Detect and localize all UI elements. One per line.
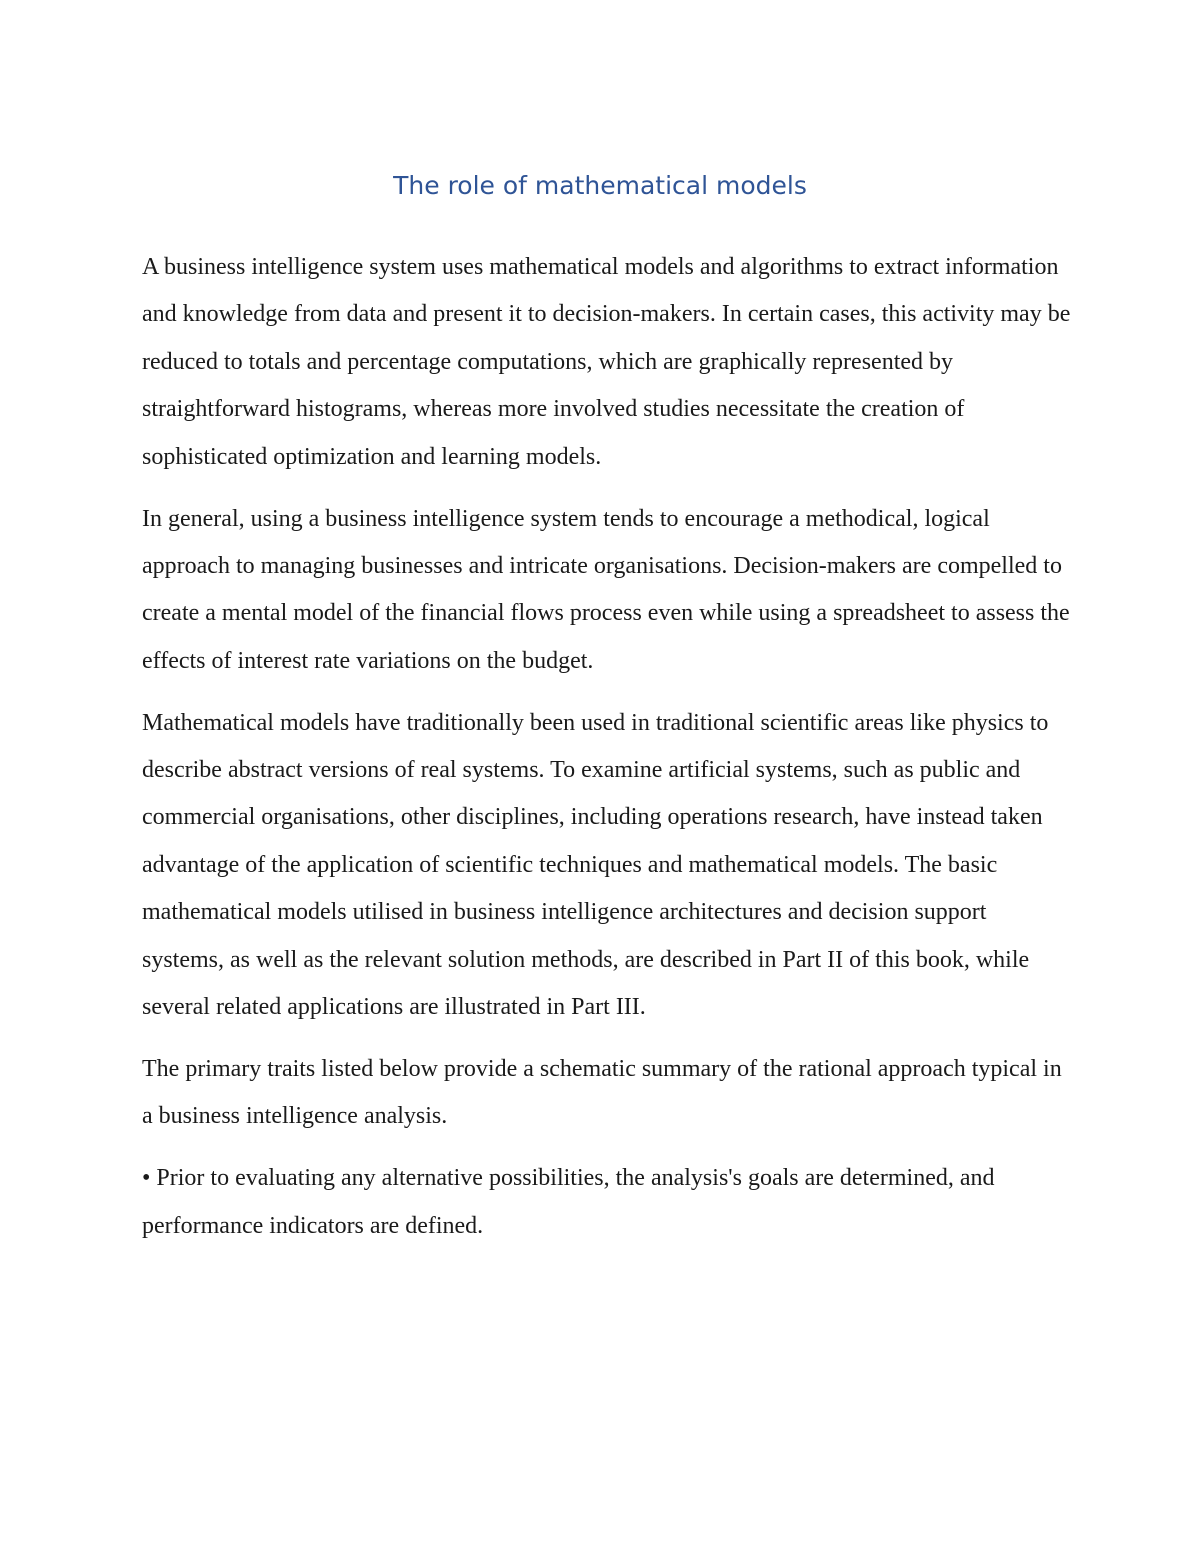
paragraph-methodical-approach: In general, using a business intelligence system tends to encourage a methodical, logical approach to managing businesses and intricate organisations. Decision-makers are compelled to create a mental model of the financial flows process even while using a spreadsheet to assess the effects of interest rate variations on the budget. (142, 505, 1070, 674)
paragraph-primary-traits: The primary traits listed below provide a schematic summary of the rational approach typical in a business intelligence analysis. (142, 1056, 1062, 1130)
bullet-item-goals: • Prior to evaluating any alternative possibilities, the analysis's goals are determined, and performance indicators are defined. (142, 1165, 995, 1239)
paragraph-bi-system-models: A business intelligence system uses mathematical models and algorithms to extract information and knowledge from data and present it to decision-makers. In certain cases, this activity may be reduced to totals and percentage computations, which are graphically represented by straightforward histograms, whereas more involved studies necessitate the creation of sophisticated optimization and learning models. (142, 254, 1071, 470)
document-body (142, 244, 1072, 1265)
paragraph-traditional-models: Mathematical models have traditionally been used in traditional scientific areas like physics to describe abstract versions of real systems. To examine artificial systems, such as public and commercial organisations, other disciplines, including operations research, have instead taken advantage of the application of scientific techniques and mathematical models. The basic mathematical models utilised in business intelligence architectures and decision support systems, as well as the relevant solution methods, are described in Part II of this book, while several related applications are illustrated in Part III. (142, 709, 1049, 1021)
document-title: The role of mathematical models (393, 171, 807, 200)
